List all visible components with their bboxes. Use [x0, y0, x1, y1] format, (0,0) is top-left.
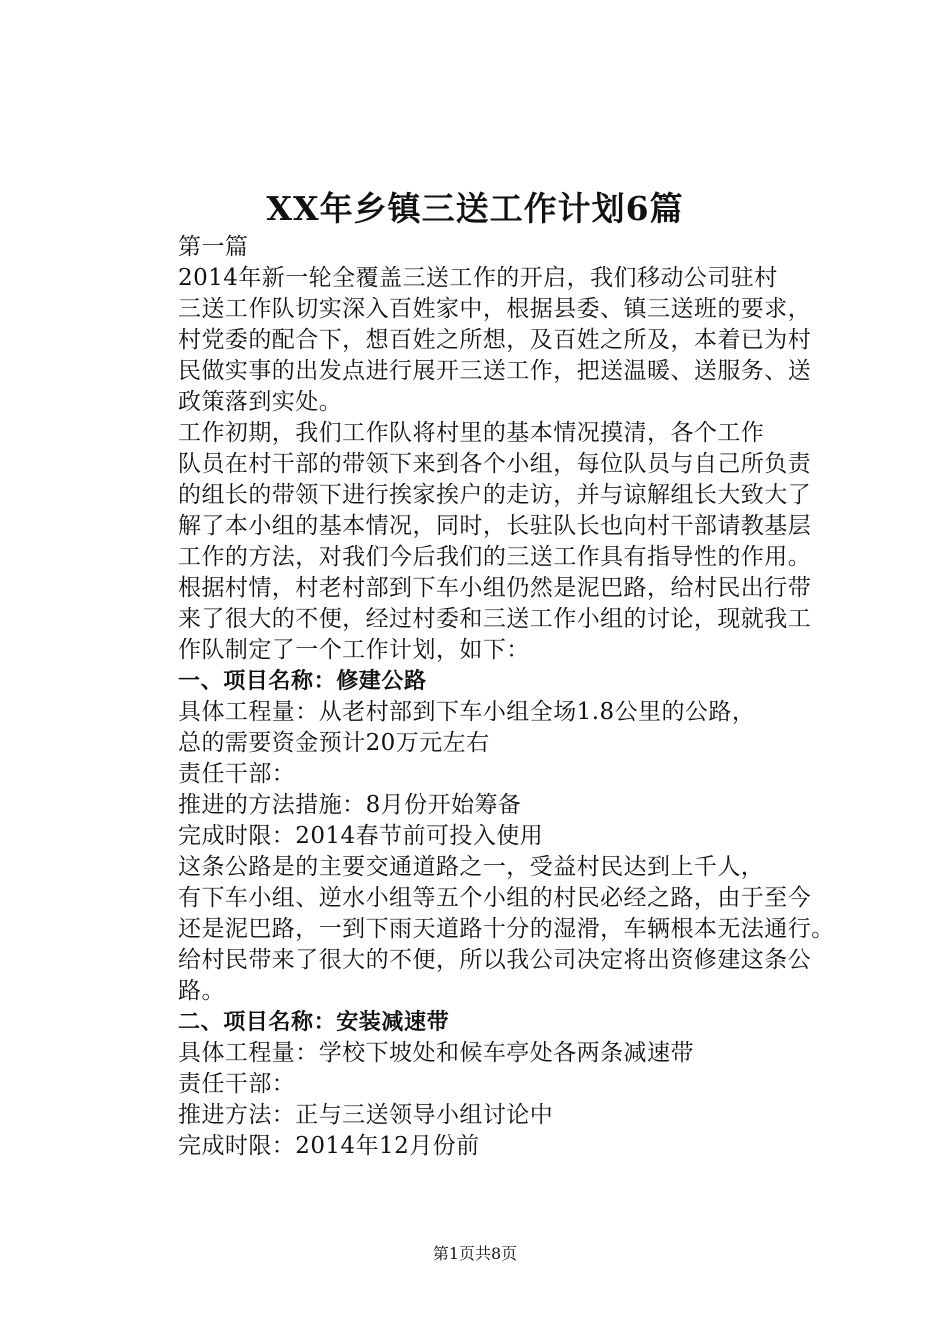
project-1-cadre: 责任干部： [178, 761, 296, 787]
document-title: XX年乡镇三送工作计划6篇 [266, 189, 684, 228]
project-1-deadline: 完成时限：2014春节前可投入使用 [178, 823, 544, 849]
paragraph-line: 给村民带来了很大的不便，所以我公司决定将出资修建这条公 [178, 947, 812, 973]
project-2-heading: 二、项目名称：安装减速带 [178, 1010, 450, 1035]
paragraph-line: 还是泥巴路，一到下雨天道路十分的湿滑，车辆根本无法通行。 [178, 916, 835, 942]
paragraph-intro [130, 263, 830, 418]
paragraph-line: 作队制定了一个工作计划，如下： [178, 637, 530, 663]
page-footer [0, 1243, 950, 1265]
paragraph-line: 三送工作队切实深入百姓家中，根据县委、镇三送班的要求， [178, 296, 812, 322]
paragraph-line: 这条公路是的主要交通道路之一，受益村民达到上千人， [178, 854, 765, 880]
section-label: 第一篇 [178, 234, 249, 260]
page-total: 共8页 [475, 1244, 518, 1263]
paragraph-line: 具体工程量：从老村部到下车小组全场1.8公里的公路， [178, 699, 756, 725]
paragraph-line: 来了很大的不便，经过村委和三送工作小组的讨论，现就我工 [178, 606, 812, 632]
page-number: 第1页 [432, 1244, 475, 1263]
paragraph-line: 解了本小组的基本情况，同时，长驻队长也向村干部请教基层 [178, 513, 812, 539]
project-2-method: 推进方法：正与三送领导小组讨论中 [178, 1102, 554, 1128]
paragraph-line: 的组长的带领下进行挨家挨户的走访，并与谅解组长大致大了 [178, 482, 812, 508]
paragraph-line: 有下车小组、逆水小组等五个小组的村民必经之路，由于至今 [178, 885, 812, 911]
project-2-scope: 具体工程量：学校下坡处和候车亭处各两条减速带 [178, 1040, 694, 1066]
paragraph-line: 村党委的配合下，想百姓之所想，及百姓之所及，本着已为村 [178, 327, 812, 353]
document-body [130, 232, 835, 1162]
paragraph-line: 2014年新一轮全覆盖三送工作的开启，我们移动公司驻村 [178, 265, 778, 291]
paragraph-line: 民做实事的出发点进行展开三送工作，把送温暖、送服务、送 [178, 358, 812, 384]
paragraph-line: 工作初期，我们工作队将村里的基本情况摸清，各个工作 [178, 420, 765, 446]
project-1-method: 推进的方法措施：8月份开始筹备 [178, 792, 522, 818]
project-2-deadline: 完成时限：2014年12月份前 [178, 1133, 480, 1159]
project-2-cadre: 责任干部： [178, 1071, 296, 1097]
paragraph-early-work [130, 418, 830, 666]
paragraph-line: 队员在村干部的带领下来到各个小组，每位队员与自己所负责 [178, 451, 812, 477]
paragraph-line: 政策落到实处。 [178, 389, 343, 415]
paragraph-line: 路。 [178, 978, 225, 1004]
paragraph-line: 根据村情，村老村部到下车小组仍然是泥巴路，给村民出行带 [178, 575, 812, 601]
project-1-description [130, 852, 835, 1007]
project-1-scope [130, 697, 830, 759]
project-1-heading: 一、项目名称：修建公路 [178, 669, 427, 694]
paragraph-line: 工作的方法，对我们今后我们的三送工作具有指导性的作用。 [178, 544, 812, 570]
paragraph-line: 总的需要资金预计20万元左右 [178, 730, 490, 756]
